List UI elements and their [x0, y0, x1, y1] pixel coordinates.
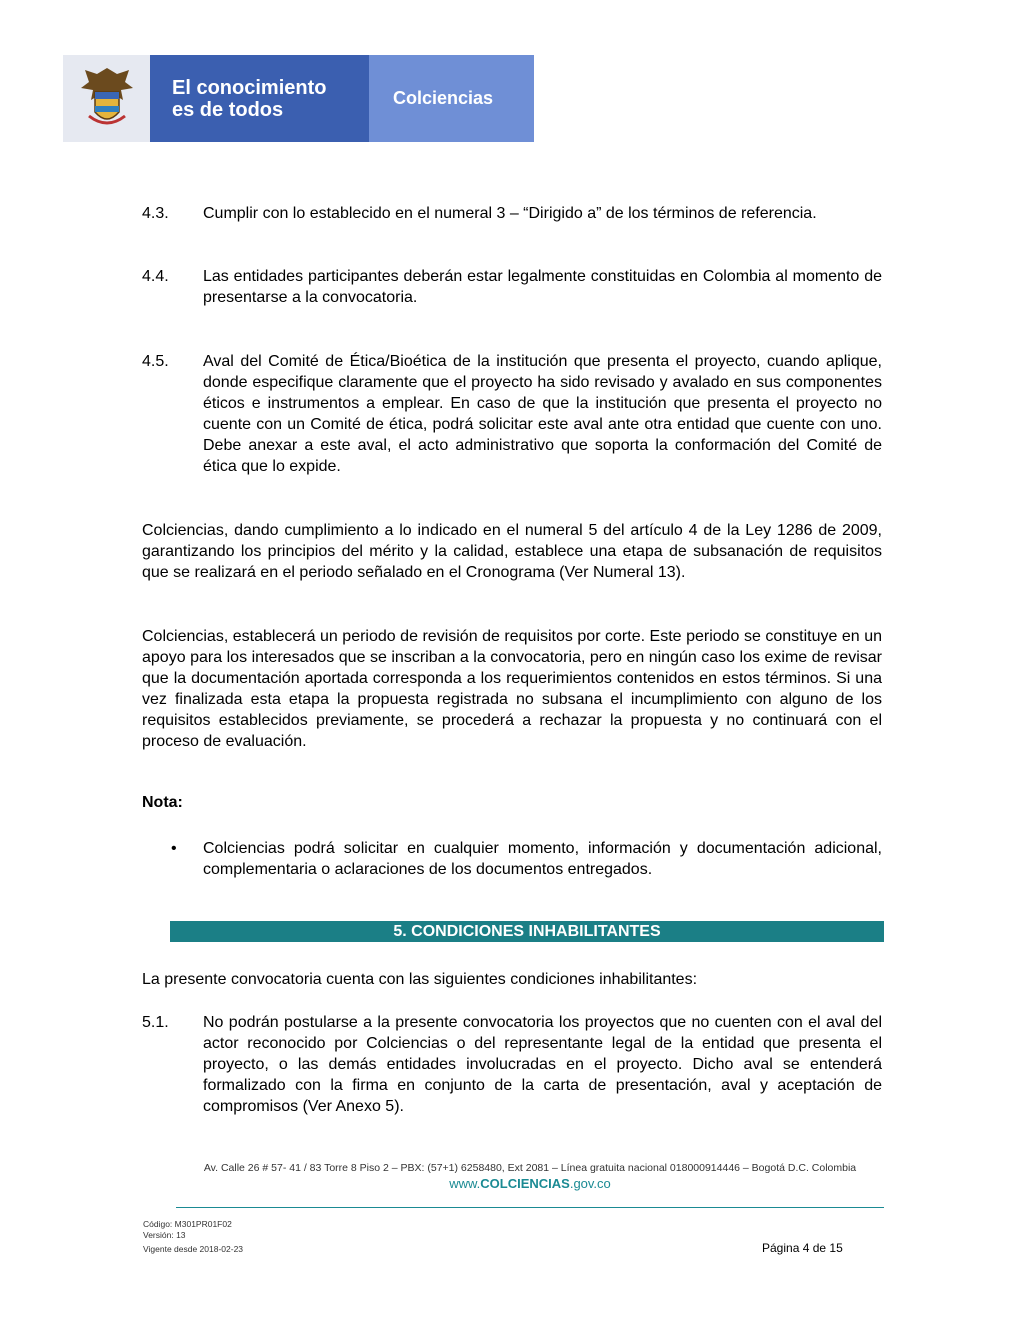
item-number: 4.4.	[142, 268, 169, 285]
list-item-4-5	[142, 351, 882, 477]
slogan-line2: es de todos	[172, 98, 284, 121]
web-prefix: www.	[449, 1176, 481, 1191]
footer-website[interactable]	[160, 1176, 900, 1191]
slogan-line1: El conocimiento	[172, 76, 327, 99]
item-number: 4.3.	[142, 205, 169, 222]
bullet-item	[142, 838, 882, 880]
slogan	[150, 55, 369, 142]
item-number: 5.1.	[142, 1014, 169, 1031]
item-text: Aval del Comité de Ética/Bioética de la institución que presenta el proyecto, cuando aplique, donde especifique claramente que el proyecto ha sido revisado y avalado en sus componentes éticos e instrumentos a emplear. En caso de que la institución que presenta el proyecto no cuente con un Comité de ética, podrá solicitar este aval ante otra entidad que cuente con uno. Debe anexar a este aval, el acto administrativo que soporta la conformación del Comité de ética que lo expide.	[203, 353, 882, 475]
paragraph-subsanacion: Colciencias, dando cumplimiento a lo indicado en el numeral 5 del artículo 4 de la Ley 1286 de 2009, garantizando los principios del mérito y la calidad, establece una etapa de subsanación de requisitos que se realizará en el periodo señalado en el Cronograma (Ver Numeral 13).	[142, 522, 882, 581]
bullet-icon: •	[171, 840, 177, 857]
item-text: Las entidades participantes deberán estar legalmente constituidas en Colombia al momento de presentarse a la convocatoria.	[203, 268, 882, 306]
item-text: No podrán postularse a la presente convocatoria los proyectos que no cuenten con el aval del actor reconocido por Colciencias o del representante legal de la entidad que presenta el proyecto, o las demás entidades involucradas en el proyecto. Dicho aval se entenderá formalizado con la firma en conjunto de la carta de presentación, aval y aceptación de compromisos (Ver Anexo 5).	[203, 1014, 882, 1115]
footer-divider	[176, 1207, 884, 1208]
web-suffix: .gov.co	[569, 1176, 611, 1191]
paragraph-intro-conditions: La presente convocatoria cuenta con las siguientes condiciones inhabilitantes:	[142, 971, 698, 988]
header-banner	[63, 55, 534, 142]
doc-version: Versión: 13	[143, 1230, 186, 1240]
section-heading: 5. CONDICIONES INHABILITANTES	[170, 921, 884, 942]
doc-code: Código: M301PR01F02	[143, 1219, 232, 1229]
item-text: Cumplir con lo establecido en el numeral 3 – “Dirigido a” de los términos de referencia.	[203, 205, 817, 222]
list-item-4-3	[142, 203, 882, 224]
org-name: Colciencias	[369, 55, 534, 142]
nota-label: Nota:	[142, 794, 183, 811]
list-item-4-4	[142, 266, 882, 308]
web-main: COLCIENCIAS	[480, 1176, 570, 1191]
page-number: Página 4 de 15	[762, 1241, 843, 1255]
coat-of-arms-icon	[63, 55, 150, 142]
bullet-text: Colciencias podrá solicitar en cualquier momento, información y documentación adicional, complementaria o aclaraciones de los documentos entregados.	[203, 840, 882, 878]
paragraph-revision: Colciencias, establecerá un periodo de revisión de requisitos por corte. Este periodo se constituye en un apoyo para los interesados que se inscriban a la convocatoria, pero en ningún caso los exime de revisar que la documentación aportada corresponda a los requerimientos contenidos en estos términos. Si una vez finalizada esta etapa la propuesta registrada no subsana el incumplimiento con alguno de los requisitos establecidos previamente, se procederá a rechazar la propuesta y no continuará con el proceso de evaluación.	[142, 628, 882, 750]
list-item-5-1	[142, 1012, 882, 1117]
footer-address: Av. Calle 26 # 57- 41 / 83 Torre 8 Piso 2 – PBX: (57+1) 6258480, Ext 2081 – Línea gratuita nacional 018000914446 – Bogotá D.C. Colombia	[203, 1162, 857, 1174]
item-number: 4.5.	[142, 353, 169, 370]
doc-valid-from: Vigente desde 2018-02-23	[143, 1244, 244, 1254]
